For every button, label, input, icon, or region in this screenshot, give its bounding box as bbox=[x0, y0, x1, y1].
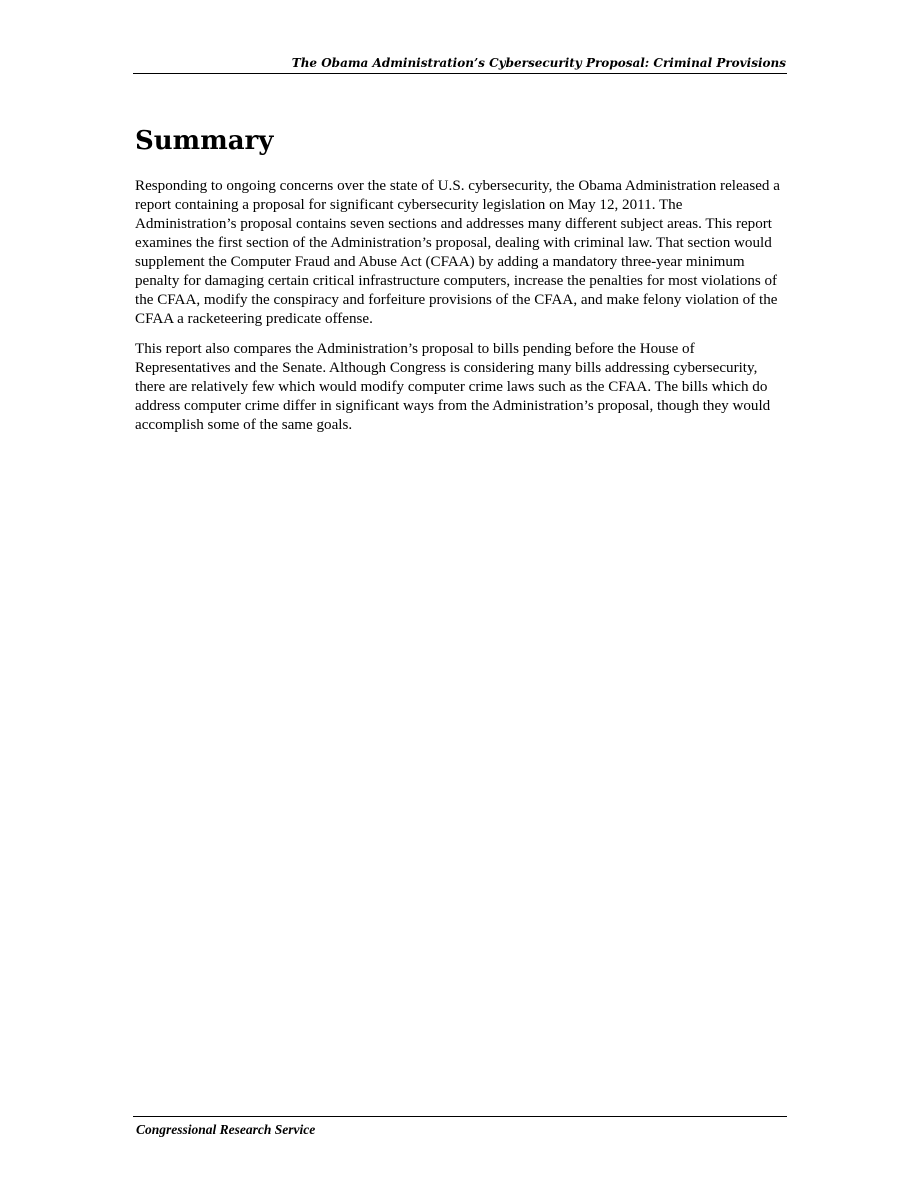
section-title: Summary bbox=[135, 126, 274, 156]
summary-body bbox=[135, 177, 785, 446]
running-footer bbox=[133, 1116, 787, 1137]
summary-paragraph-1: Responding to ongoing concerns over the state of U.S. cybersecurity, the Obama Administration released a report containing a proposal for significant cybersecurity legislation on May 12, 2011. The Administration’s proposal contains seven sections and addresses many different subject areas. This report examines the first section of the Administration’s proposal, dealing with criminal law. That section would supplement the Computer Fraud and Abuse Act (CFAA) by adding a mandatory three-year minimum penalty for damaging certain critical infrastructure computers, increase the penalties for most violations of the CFAA, modify the conspiracy and forfeiture provisions of the CFAA, and make felony violation of the CFAA a racketeering predicate offense. bbox=[135, 178, 780, 327]
footer-publisher: Congressional Research Service bbox=[136, 1122, 316, 1137]
running-header bbox=[133, 56, 787, 74]
summary-paragraph-2: This report also compares the Administration’s proposal to bills pending before the House of Representatives and the Senate. Although Congress is considering many bills addressing cybersecurity, there are relatively few which would modify computer crime laws such as the CFAA. The bills which do address computer crime differ in significant ways from the Administration’s proposal, though they would accomplish some of the same goals. bbox=[135, 341, 771, 433]
running-header-title: The Obama Administration’s Cybersecurity Proposal: Criminal Provisions bbox=[291, 56, 786, 70]
